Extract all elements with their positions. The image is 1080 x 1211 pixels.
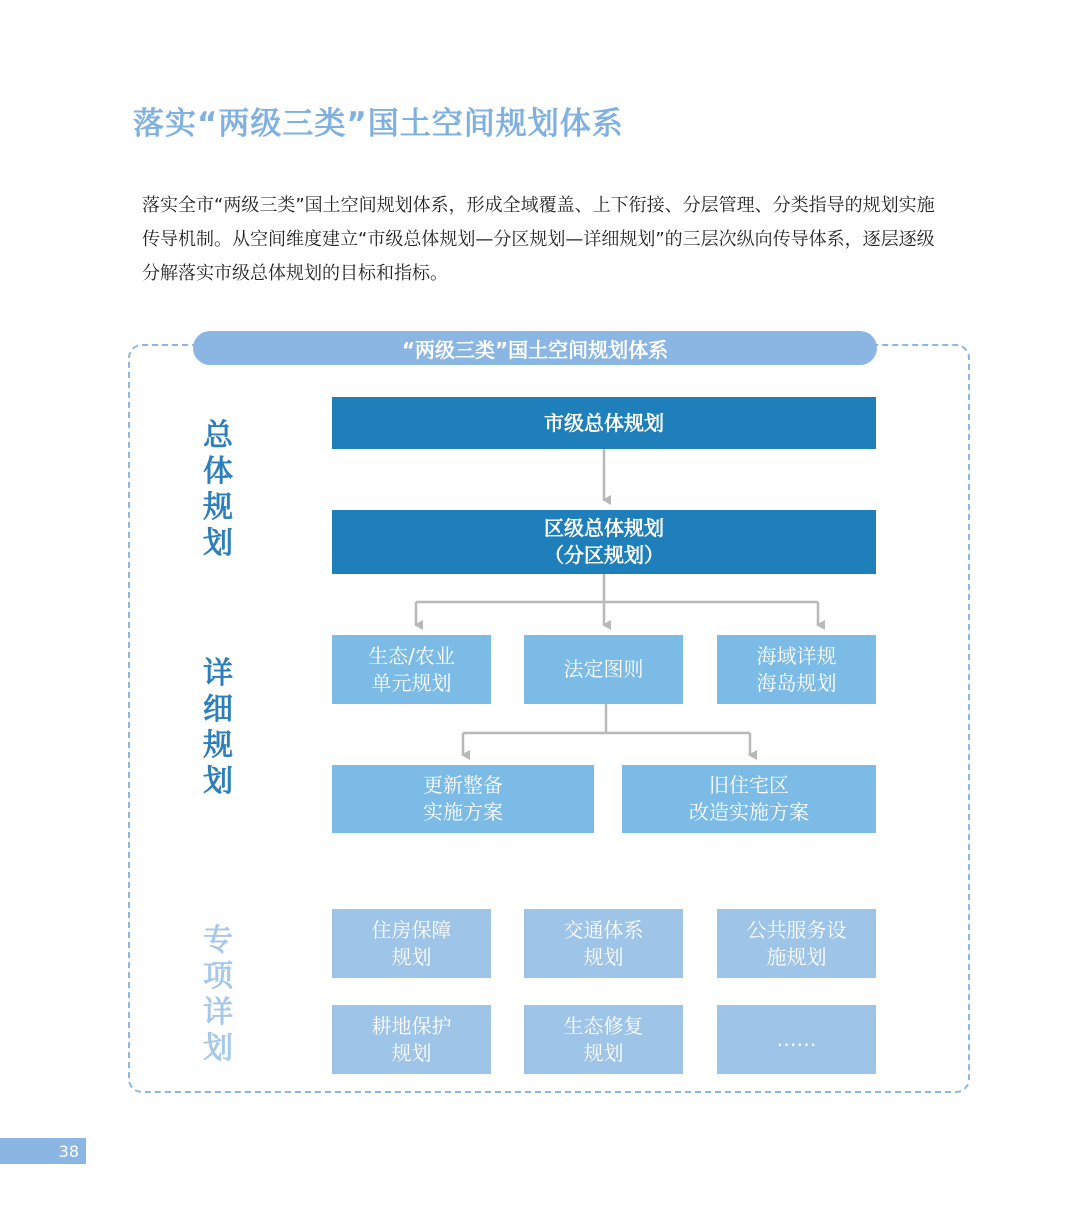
side-label-char: 细 [203, 692, 233, 727]
box-label: （分区规划） [544, 543, 664, 567]
box-label: 生态/农业 [368, 643, 455, 668]
box-label: 耕地保护 [371, 1013, 452, 1038]
side-label-overall-planning [196, 418, 240, 562]
side-label-char: 划 [203, 764, 233, 799]
side-label-char: 详 [203, 656, 233, 691]
page-title: 落实“两级三类”国土空间规划体系 [133, 106, 624, 142]
side-label-char: 划 [203, 1031, 233, 1066]
box-label: 更新整备 [423, 773, 503, 797]
box-renewal-implementation-plan [332, 765, 594, 833]
box-label: 法定图则 [563, 657, 644, 681]
side-label-char: 体 [203, 454, 233, 489]
box-label: 海域详规 [756, 643, 837, 668]
side-label-char: 总 [203, 418, 233, 453]
box-label: 公共服务设 [746, 917, 847, 942]
box-transport-system-plan [524, 909, 683, 978]
box-label: 规划 [391, 1040, 432, 1065]
box-label: 住房保障 [371, 917, 452, 942]
diagram-banner: “两级三类”国土空间规划体系 [193, 331, 877, 365]
side-label-char: 规 [203, 728, 233, 763]
box-district-master-plan [332, 510, 876, 574]
side-label-special-planning [196, 923, 240, 1067]
box-city-master-plan [332, 397, 876, 449]
box-label: 施规划 [766, 944, 827, 969]
box-farmland-protection-plan [332, 1005, 491, 1074]
intro-line: 分解落实市级总体规划的目标和指标。 [142, 263, 448, 284]
side-label-char: 规 [203, 490, 233, 525]
box-statutory-plan [524, 635, 683, 704]
box-label: 交通体系 [563, 917, 644, 942]
box-label: 单元规划 [371, 670, 452, 695]
box-label: 海岛规划 [756, 670, 837, 695]
box-ecological-restoration-plan [524, 1005, 683, 1074]
box-label: 生态修复 [563, 1013, 644, 1038]
side-label-char: 详 [203, 995, 233, 1030]
box-label: 规划 [391, 944, 432, 969]
box-label: 市级总体规划 [544, 410, 664, 435]
box-label: 实施方案 [423, 800, 503, 824]
side-label-detailed-planning [196, 656, 240, 800]
box-label: 规划 [583, 944, 624, 969]
page-number: 38 [0, 1138, 86, 1164]
side-label-char: 专 [203, 923, 233, 958]
intro-line: 落实全市“两级三类”国土空间规划体系，形成全域覆盖、上下衔接、分层管理、分类指导的规划实施 [142, 195, 935, 216]
box-label: 规划 [583, 1040, 624, 1065]
box-marine-island-plan [717, 635, 876, 704]
side-label-char: 项 [203, 959, 233, 994]
box-more-plans [717, 1005, 876, 1074]
box-old-housing-renovation-plan [622, 765, 876, 833]
box-housing-security-plan [332, 909, 491, 978]
box-label: …… [776, 1027, 817, 1051]
box-label: 旧住宅区 [709, 773, 789, 797]
box-label: 改造实施方案 [689, 800, 809, 824]
side-label-char: 划 [203, 526, 233, 561]
intro-line: 传导机制。从空间维度建立“市级总体规划—分区规划—详细规划”的三层次纵向传导体系，逐层逐级 [142, 229, 935, 250]
box-public-service-plan [717, 909, 876, 978]
box-label: 区级总体规划 [544, 516, 664, 540]
box-eco-agri-unit-plan [332, 635, 491, 704]
